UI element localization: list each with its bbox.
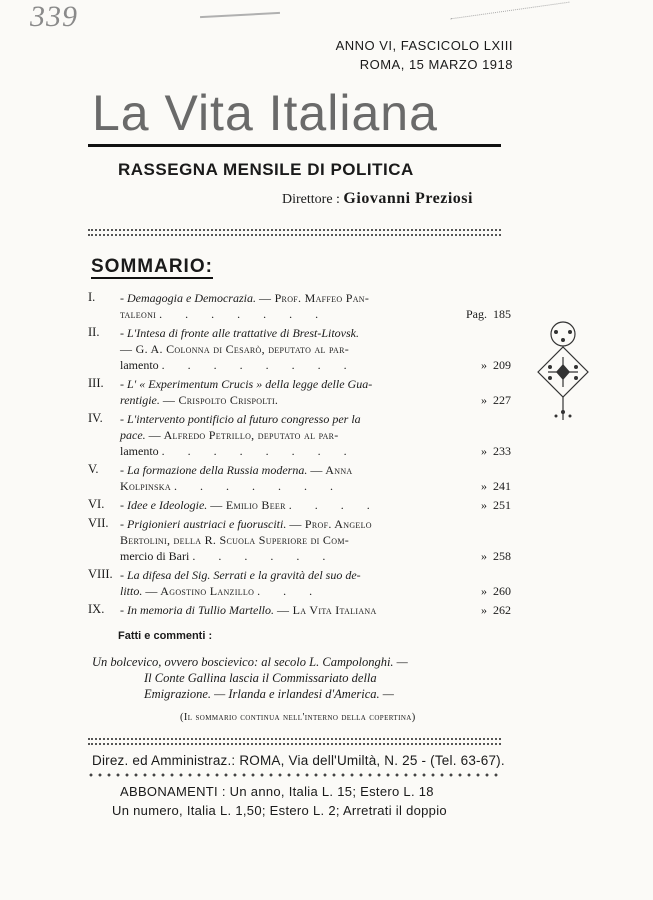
wavy-divider bbox=[88, 772, 501, 778]
toc-number: IX. bbox=[88, 602, 105, 616]
toc-title: L'Intesa di fronte alle trattative di Brest-Litovsk. bbox=[127, 326, 359, 340]
toc-number: IV. bbox=[88, 411, 103, 425]
toc-entry[interactable]: IX. - In memoria di Tullio Martello. — La Vita Italiana » 262 bbox=[88, 602, 511, 617]
toc-entry[interactable]: II. - L'Intesa di fronte alle trattative di Brest-Litovsk. — G. A. Colonna di Cesarò, deputato al par- lamento . . . . . . . . » 209 bbox=[88, 325, 511, 372]
toc-author: — Prof. Maffeo Pan- bbox=[258, 291, 370, 305]
toc-author: lamento bbox=[120, 444, 159, 458]
toc-title: In memoria di Tullio Martello. bbox=[127, 603, 274, 617]
toc-title: Idee e Ideologie. bbox=[127, 498, 208, 512]
subscription-line: Un numero, Italia L. 1,50; Estero L. 2; Arretrati il doppio bbox=[112, 803, 447, 818]
issue-date: ROMA, 15 MARZO 1918 bbox=[359, 57, 513, 72]
toc-author: mercio di Bari bbox=[120, 549, 190, 563]
toc-author: — La Vita Italiana bbox=[277, 603, 377, 617]
issue-number: ANNO VI, FASCICOLO LXIII bbox=[335, 38, 513, 53]
toc-page: » 260 bbox=[481, 584, 511, 598]
handwritten-page-number: 339 bbox=[30, 0, 78, 33]
toc-page: » 241 bbox=[481, 479, 511, 493]
toc-page: Pag. 185 bbox=[466, 307, 511, 321]
toc-page: » 251 bbox=[481, 498, 511, 512]
toc-author: — Crispolto Crispolti. bbox=[162, 393, 279, 407]
continuation-note: (Il sommario continua nell'interno della copertina) bbox=[180, 712, 416, 723]
toc-entry[interactable]: III. - L' « Experimentum Crucis » della legge delle Gua- rentigie. — Crispolto Crispolti. » 227 bbox=[88, 376, 511, 407]
director-name: Giovanni Preziosi bbox=[343, 190, 473, 207]
toc-title: litto. bbox=[120, 584, 143, 598]
toc-title: Prigionieri austriaci e fuorusciti. bbox=[127, 517, 287, 531]
toc-title: pace. bbox=[120, 428, 146, 442]
masthead-title: La Vita Italiana bbox=[92, 85, 438, 141]
toc-entry[interactable]: VIII. - La difesa del Sig. Serrati e la gravità del suo de- litto. — Agostino Lanzillo . . . » 260 bbox=[88, 567, 511, 598]
toc-number: I. bbox=[88, 290, 96, 304]
toc-title: Demagogia e Democrazia. bbox=[127, 291, 256, 305]
divider bbox=[88, 234, 501, 236]
masthead-subtitle: RASSEGNA MENSILE DI POLITICA bbox=[118, 160, 414, 179]
toc-number: VI. bbox=[88, 497, 105, 511]
toc-entry[interactable]: VII. - Prigionieri austriaci e fuorusciti. — Prof. Angelo Bertolini, della R. Scuola Superiore di Com- mercio di Bari . . . . . . » 258 bbox=[88, 516, 511, 563]
toc-author: lamento bbox=[120, 358, 159, 372]
cross-emblem-icon bbox=[528, 312, 598, 427]
title-rule bbox=[88, 144, 501, 147]
facts-text bbox=[92, 654, 512, 702]
toc-title: La formazione della Russia moderna. bbox=[127, 463, 308, 477]
pencil-scribble bbox=[200, 12, 280, 18]
toc-author: — Prof. Angelo bbox=[289, 517, 372, 531]
toc-author: taleoni bbox=[120, 307, 157, 321]
toc-author: — Anna bbox=[310, 463, 353, 477]
toc-page: » 258 bbox=[481, 549, 511, 563]
toc-entry[interactable]: IV. - L'intervento pontificio al futuro congresso per la pace. — Alfredo Petrillo, deputato al par- lamento . . . . . . . . » 233 bbox=[88, 411, 511, 458]
divider bbox=[88, 229, 501, 231]
toc-entry[interactable]: V. - La formazione della Russia moderna. — Anna Kolpinska . . . . . . . » 241 bbox=[88, 462, 511, 493]
toc-entry[interactable]: I. - Demagogia e Democrazia. — Prof. Maffeo Pan- taleoni . . . . . . . Pag. 185 bbox=[88, 290, 511, 321]
toc-author: — G. A. Colonna di Cesarò, deputato al par- bbox=[120, 342, 350, 356]
facts-line: Il Conte Gallina lascia il Commissariato della bbox=[144, 671, 377, 685]
toc-title: rentigie. bbox=[120, 393, 160, 407]
toc-author: — Emilio Beer bbox=[210, 498, 286, 512]
facts-line: Un bolcevico, ovvero boscievico: al secolo L. Campolonghi. — bbox=[92, 655, 408, 669]
toc-title: L'intervento pontificio al futuro congresso per la bbox=[127, 412, 361, 426]
toc-title: L' « Experimentum Crucis » della legge delle Gua- bbox=[127, 377, 373, 391]
page-label: Pag. bbox=[466, 307, 487, 321]
toc-number: III. bbox=[88, 376, 104, 390]
toc-page: » 209 bbox=[481, 358, 511, 372]
divider bbox=[88, 743, 501, 745]
toc-number: VIII. bbox=[88, 567, 113, 581]
toc-number: V. bbox=[88, 462, 99, 476]
address-line: Direz. ed Amministraz.: ROMA, Via dell'Umiltà, N. 25 - (Tel. 63-67). bbox=[92, 753, 505, 768]
toc-page: » 233 bbox=[481, 444, 511, 458]
toc-author: Bertolini, della R. Scuola Superiore di Com- bbox=[120, 533, 350, 547]
toc-number: II. bbox=[88, 325, 100, 339]
toc-page: » 262 bbox=[481, 603, 511, 617]
facts-line: Emigrazione. — Irlanda e irlandesi d'America. — bbox=[144, 687, 394, 701]
facts-label: Fatti e commenti : bbox=[118, 630, 213, 642]
toc-title: La difesa del Sig. Serrati e la gravità del suo de- bbox=[127, 568, 361, 582]
toc-page: » 227 bbox=[481, 393, 511, 407]
subscription-line: ABBONAMENTI : Un anno, Italia L. 15; Estero L. 18 bbox=[120, 784, 434, 799]
director-line bbox=[282, 190, 473, 208]
toc-number: VII. bbox=[88, 516, 109, 530]
director-label: Direttore : bbox=[282, 192, 340, 207]
pencil-scribble bbox=[450, 2, 569, 21]
toc-entry[interactable]: VI. - Idee e Ideologie. — Emilio Beer . . . . » 251 bbox=[88, 497, 511, 512]
toc-author: — Agostino Lanzillo bbox=[145, 584, 255, 598]
toc-author: — Alfredo Petrillo, deputato al par- bbox=[148, 428, 339, 442]
summary-heading: SOMMARIO: bbox=[91, 256, 213, 277]
toc-author: Kolpinska bbox=[120, 479, 171, 493]
divider bbox=[88, 738, 501, 740]
table-of-contents bbox=[88, 290, 513, 621]
